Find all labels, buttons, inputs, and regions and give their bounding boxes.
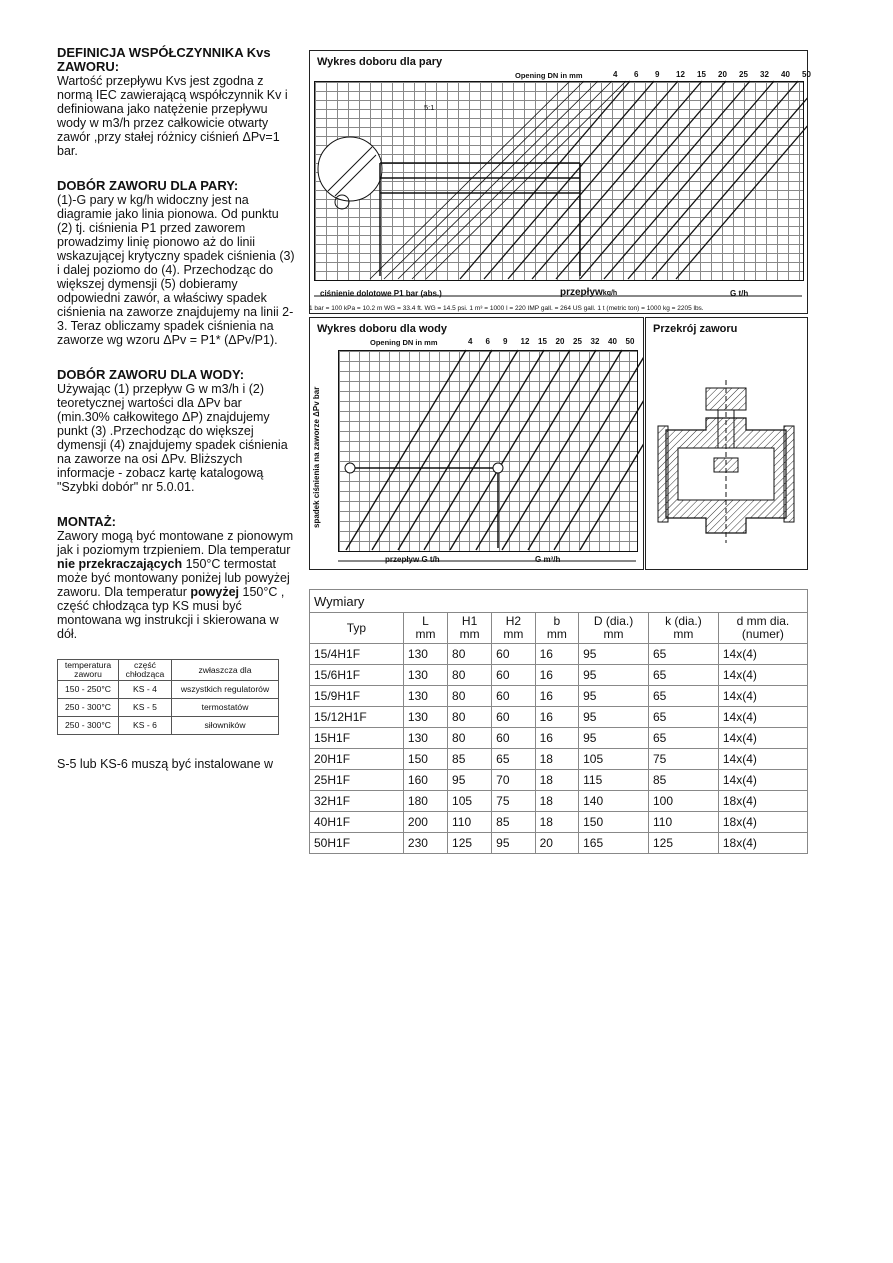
dims-cell: 32H1F [310, 791, 404, 812]
dims-header-cell [448, 613, 492, 644]
dims-cell: 14x(4) [718, 665, 807, 686]
water-diagonal [528, 350, 643, 550]
table-row [310, 686, 808, 707]
kvs-section [57, 46, 297, 158]
steam-chart-title: Wykres doboru dla pary [317, 56, 443, 68]
dims-cell: 15/4H1F [310, 644, 404, 665]
dims-cell: 95 [579, 707, 649, 728]
table-row [58, 717, 279, 735]
dims-cell: 180 [403, 791, 447, 812]
dn-label: 50 [625, 337, 635, 346]
dims-cell: 130 [403, 707, 447, 728]
table-row [310, 749, 808, 770]
water-diagonal [502, 350, 622, 550]
dims-cell: 15/6H1F [310, 665, 404, 686]
dims-cell: 130 [403, 686, 447, 707]
water-point [345, 463, 355, 473]
steam-diagonal [676, 81, 807, 279]
dims-cell: 125 [648, 833, 718, 854]
dn-label: 25 [573, 337, 582, 346]
dims-cell: 60 [492, 686, 535, 707]
mount-section [57, 515, 297, 641]
dims-cell: 115 [579, 770, 649, 791]
steam-pressure-line [384, 81, 584, 279]
water-diagonal [476, 350, 596, 550]
mount-body [57, 529, 297, 641]
dn-label: 12 [676, 70, 685, 79]
dn-label: 40 [608, 337, 617, 346]
water-body: Używając (1) przepływ G w m3/h i (2) teoretycznej wartości dla ΔPv bar (min.30% całkowitego ΔP) znajdujemy punkt (3) .Przechodząc do większej dymensji (4) znajdujemy spadek ciśnienia na zaworze na osi ΔPv. Bliższych informacje - zobacz kartę katalogową "Szybki dobór" nr 5.0.01. [57, 382, 288, 494]
dims-header-unit: mm [673, 627, 694, 641]
table-row [58, 681, 279, 699]
water-chart-panel [309, 317, 644, 570]
water-lines [310, 318, 643, 569]
kvs-body: Wartość przepływu Kvs jest zgodna z normą IEC zawierającą współczynnik Kv i definiowana jako natężenie przepływu wody w m3/h przez całkowicie otwarty zawór ,przy stałej różnicy ciśnień ΔPv=1 bar. [57, 74, 288, 158]
dims-cell: 85 [448, 749, 492, 770]
water-title: DOBÓR ZAWORU DLA WODY: [57, 367, 245, 382]
mount-text-1: Zawory mogą być montowane z pionowym jak i poziomym trzpieniem. Dla temperatur [57, 529, 294, 557]
dims-cell: 80 [448, 728, 492, 749]
dims-cell: 18 [535, 749, 578, 770]
dims-cell: 105 [448, 791, 492, 812]
cooling-cell: KS - 6 [119, 717, 172, 735]
mount-text-2: 150°C termostat może być montowany poniżej lub powyżej zaworu. Dla temperatur [57, 557, 290, 599]
dn-label: 9 [655, 70, 660, 79]
dn-label: 15 [538, 337, 547, 346]
dims-header-cell [648, 613, 718, 644]
dims-cell: 110 [648, 812, 718, 833]
dims-cell: 60 [492, 665, 535, 686]
dims-cell: 60 [492, 728, 535, 749]
dims-cell: 18x(4) [718, 833, 807, 854]
valve-drawing [646, 318, 807, 569]
dims-cell: 14x(4) [718, 728, 807, 749]
table-row [310, 644, 808, 665]
mount-title: MONTAŻ: [57, 514, 116, 529]
dn-label: 6 [485, 337, 490, 346]
dims-header-label: H2 [505, 614, 522, 628]
valve-flange-left [658, 426, 668, 522]
dims-cell: 14x(4) [718, 770, 807, 791]
table-row [310, 707, 808, 728]
water-xlabel-left: przepływ G t/h [385, 555, 440, 564]
dims-header-cell [535, 613, 578, 644]
dims-cell: 150 [403, 749, 447, 770]
dn-label: 32 [760, 70, 769, 79]
cooling-header: część chłodząca [119, 660, 172, 681]
steam-xlabel-right: G t/h [730, 289, 749, 298]
dims-header-cell [718, 613, 807, 644]
steam-diagonal [580, 81, 750, 279]
mount-bold-1: nie przekraczających [57, 557, 183, 571]
dn-label: 15 [697, 70, 706, 79]
dims-header-label: k (dia.) [665, 614, 702, 628]
dims-cell: 95 [579, 665, 649, 686]
steam-diagonal [604, 81, 774, 279]
cooling-header: zwłaszcza dla [172, 660, 279, 681]
table-row [310, 833, 808, 854]
cooling-cell: KS - 5 [119, 699, 172, 717]
dims-header-label: L [422, 614, 429, 628]
steam-opening-label: Opening DN in mm [515, 71, 583, 80]
table-row [310, 665, 808, 686]
dims-cell: 25H1F [310, 770, 404, 791]
dims-cell: 16 [535, 686, 578, 707]
dims-cell: 16 [535, 644, 578, 665]
dims-header-unit: (numer) [741, 627, 784, 641]
dims-cell: 105 [579, 749, 649, 770]
dn-label: 4 [613, 70, 618, 79]
dims-cell: 15/9H1F [310, 686, 404, 707]
dims-header-unit: mm [603, 627, 624, 641]
dims-cell: 65 [492, 749, 535, 770]
dims-cell: 140 [579, 791, 649, 812]
dims-cell: 150 [579, 812, 649, 833]
dims-cell: 18 [535, 770, 578, 791]
kvs-title: DEFINICJA WSPÓŁCZYNNIKA Kvs ZAWORU: [57, 45, 271, 74]
water-diagonal [450, 350, 570, 550]
dims-cell: 80 [448, 707, 492, 728]
dn-label: 32 [590, 337, 600, 346]
table-row [310, 791, 808, 812]
water-chart-title: Wykres doboru dla wody [317, 323, 447, 335]
water-xlabel-right: G m³/h [535, 555, 561, 564]
table-row [310, 812, 808, 833]
dims-header-label: Typ [346, 620, 367, 635]
steam-diagonal [628, 81, 798, 279]
dimensions-table [309, 589, 808, 854]
mount-bold-2: powyżej [190, 585, 240, 599]
dims-cell: 230 [403, 833, 447, 854]
dims-cell: 75 [648, 749, 718, 770]
dims-cell: 18 [535, 812, 578, 833]
water-point [493, 463, 503, 473]
dims-cell: 65 [648, 728, 718, 749]
dn-label: 50 [802, 70, 811, 79]
valve-section-panel [645, 317, 808, 570]
dims-cell: 160 [403, 770, 447, 791]
dims-cell: 70 [492, 770, 535, 791]
dims-cell: 95 [492, 833, 535, 854]
left-column [57, 46, 297, 771]
cooling-cell: termostatów [172, 699, 279, 717]
dims-header-unit: mm [546, 627, 567, 641]
dims-cell: 130 [403, 665, 447, 686]
dims-header-label: H1 [461, 614, 478, 628]
table-row [58, 699, 279, 717]
table-row [310, 770, 808, 791]
dims-header-label: d mm dia. [736, 614, 790, 628]
dims-cell: 18 [535, 791, 578, 812]
dims-cell: 85 [492, 812, 535, 833]
steam-body: (1)-G pary w kg/h widoczny jest na diagramie jako linia pionowa. Od punktu (2) tj. ciśnienia P1 przed zaworem prowadzimy linię pionowo aż do linii wskazującej krytyczny spadek ciśnienia (3) i dalej poziomo do (4). Przechodząc do większej dymensji (5) dobieramy odpowiedni zawór, a właściwy spadek ciśnienia na zaworze znajdujemy na linii 2-3. Teraz obliczamy spadek ciśnienia na zaworze wg wzoru ΔPv = P1* (ΔPv/P1). [57, 193, 295, 347]
water-diagonal [424, 350, 544, 550]
dims-cell: 14x(4) [718, 707, 807, 728]
dims-header-cell [579, 613, 649, 644]
dims-header-label: b [553, 614, 561, 628]
steam-section [57, 179, 297, 347]
mount-text-3: 150°C , część chłodząca typ KS musi być montowana wg instrukcji i skierowana w dół. [57, 585, 285, 641]
dims-cell: 65 [648, 644, 718, 665]
steam-diagonal [460, 81, 630, 279]
dims-cell: 20H1F [310, 749, 404, 770]
water-diagonal [346, 350, 466, 550]
valve-flange-right [784, 426, 794, 522]
cooling-cell: KS - 4 [119, 681, 172, 699]
dims-cell: 14x(4) [718, 644, 807, 665]
dims-cell: 60 [492, 707, 535, 728]
dims-cell: 95 [448, 770, 492, 791]
dims-cell: 165 [579, 833, 649, 854]
cooling-cell: wszystkich regulatorów [172, 681, 279, 699]
steam-xlabel-mid-text: przepływ [560, 287, 603, 298]
steam-xlabel-mid [560, 287, 617, 298]
steam-pressure-line [426, 81, 626, 279]
steam-diagonal [508, 81, 678, 279]
steam-diagonal [532, 81, 702, 279]
dims-body [310, 644, 808, 854]
cooling-cell: siłowników [172, 717, 279, 735]
dims-cell: 16 [535, 728, 578, 749]
dims-cell: 18x(4) [718, 812, 807, 833]
dims-caption: Wymiary [310, 590, 808, 613]
dims-cell: 95 [579, 644, 649, 665]
dims-cell: 15H1F [310, 728, 404, 749]
dims-cell: 95 [579, 686, 649, 707]
water-diagonal [372, 350, 492, 550]
steam-chart-panel [309, 50, 811, 314]
dims-cell: 18x(4) [718, 791, 807, 812]
dims-header-label: D (dia.) [593, 614, 634, 628]
cooling-cell: 250 - 300°C [58, 699, 119, 717]
dims-cell: 16 [535, 707, 578, 728]
dims-cell: 65 [648, 665, 718, 686]
water-ylabel: spadek ciśnienia na zaworze ΔPv bar [312, 386, 321, 528]
dims-cell: 50H1F [310, 833, 404, 854]
water-section [57, 368, 297, 494]
dn-label: 9 [503, 337, 508, 346]
dims-cell: 16 [535, 665, 578, 686]
steam-lines [310, 51, 807, 313]
dims-cell: 130 [403, 644, 447, 665]
dims-header-cell [492, 613, 535, 644]
dims-cell: 14x(4) [718, 749, 807, 770]
water-opening-label: Opening DN in mm [370, 338, 438, 347]
dims-cell: 40H1F [310, 812, 404, 833]
dims-cell: 60 [492, 644, 535, 665]
dims-cell: 80 [448, 686, 492, 707]
steam-diagonal [652, 81, 807, 279]
dims-cell: 95 [579, 728, 649, 749]
steam-ratio-label: 5:1 [424, 103, 435, 112]
dims-cell: 15/12H1F [310, 707, 404, 728]
valve-section-title: Przekrój zaworu [653, 323, 738, 335]
dims-cell: 125 [448, 833, 492, 854]
dims-header-unit: mm [503, 627, 524, 641]
dn-label: 20 [718, 70, 727, 79]
dims-header-cell [403, 613, 447, 644]
dims-cell: 20 [535, 833, 578, 854]
dims-cell: 75 [492, 791, 535, 812]
dn-label: 25 [739, 70, 748, 79]
dims-cell: 100 [648, 791, 718, 812]
dims-cell: 65 [648, 686, 718, 707]
dims-cell: 85 [648, 770, 718, 791]
steam-footnote: 1 bar = 100 kPa = 10.2 m WG = 33.4 ft. WG = 14.5 psi. 1 m³ = 1000 l = 220 IMP gall. = 264 US gall. 1 t (metric ton) = 1000 kg = 2205 lbs. [309, 305, 704, 312]
dims-header-row [310, 613, 808, 644]
dims-cell: 80 [448, 644, 492, 665]
dims-cell: 200 [403, 812, 447, 833]
cooling-cell: 250 - 300°C [58, 717, 119, 735]
dims-cell: 130 [403, 728, 447, 749]
dims-cell: 14x(4) [718, 686, 807, 707]
table-row [310, 728, 808, 749]
cooling-cell: 150 - 250°C [58, 681, 119, 699]
dn-label: 40 [781, 70, 790, 79]
tail-text: S-5 lub KS-6 muszą być instalowane w [57, 757, 274, 771]
steam-diagonal [484, 81, 654, 279]
dims-cell: 110 [448, 812, 492, 833]
dims-header-cell [310, 613, 404, 644]
cooling-header: temperatura zaworu [58, 660, 119, 681]
steam-pressure-line [370, 81, 570, 279]
dims-header-unit: mm [459, 627, 480, 641]
water-diagonal [580, 350, 643, 550]
cooling-table [57, 659, 279, 735]
steam-title: DOBÓR ZAWORU DLA PARY: [57, 178, 239, 193]
dn-label: 6 [634, 70, 639, 79]
dims-cell: 65 [648, 707, 718, 728]
dn-label: 4 [468, 337, 473, 346]
water-diagonal [398, 350, 518, 550]
dn-label: 12 [520, 337, 530, 346]
steam-xlabel-unit: kg/h [602, 290, 618, 297]
dims-header-unit: mm [415, 627, 436, 641]
dims-cell: 80 [448, 665, 492, 686]
dn-label: 20 [555, 337, 565, 346]
steam-xlabel-left: ciśnienie dolotowe P1 bar (abs.) [320, 289, 442, 298]
